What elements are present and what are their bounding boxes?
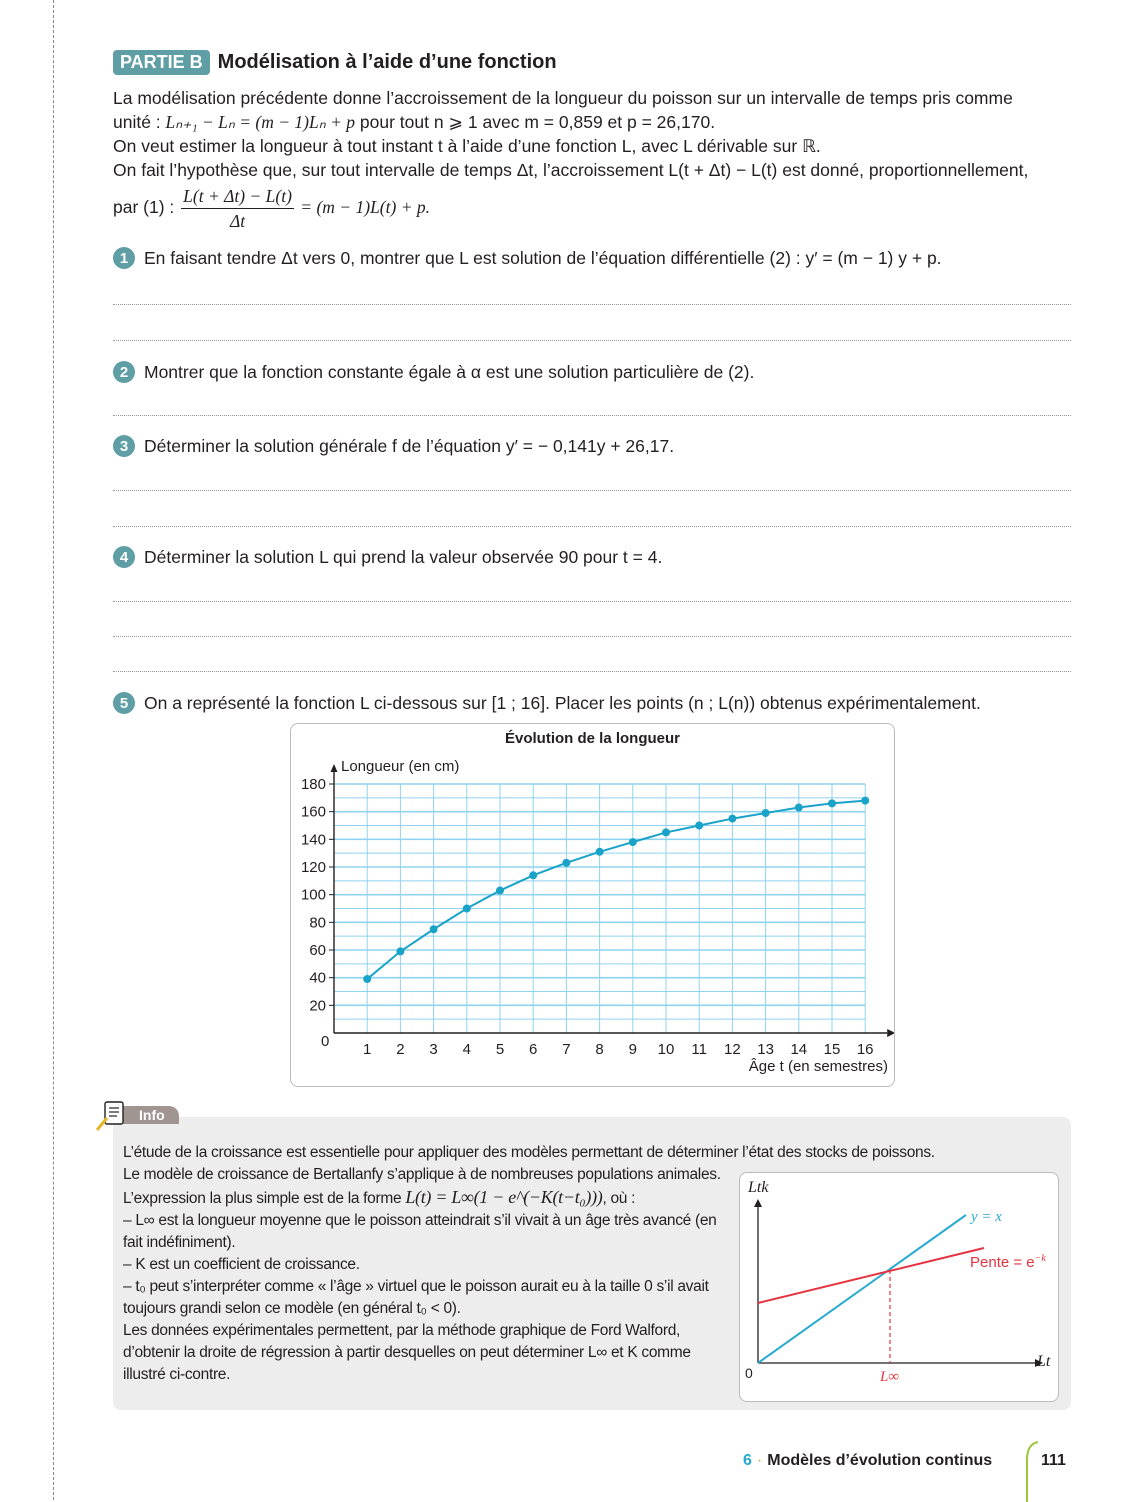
svg-text:160: 160 bbox=[300, 803, 326, 821]
intro-line-4: On fait l’hypothèse que, sur tout intervalle de temps Δt, l’accroissement L(t + Δt) − L(t) est donné, proportionnellement, bbox=[113, 160, 1029, 180]
intro-line-5 bbox=[113, 184, 1073, 233]
info-label: Info bbox=[113, 1106, 179, 1124]
intro-line-3: On veut estimer la longueur à tout instant t à l’aide d’une fonction L, avec L dérivable sur ℝ. bbox=[113, 136, 821, 156]
footer-separator: · bbox=[756, 1452, 763, 1469]
question-number-badge: 4 bbox=[113, 546, 135, 568]
info-tab bbox=[95, 1098, 179, 1132]
answer-line[interactable] bbox=[113, 601, 1071, 602]
info-box bbox=[113, 1117, 1071, 1410]
fw-y-axis-label: Ltk bbox=[748, 1179, 769, 1196]
chart-title: Évolution de la longueur bbox=[504, 730, 680, 747]
chart-plot bbox=[291, 724, 894, 1086]
info-p3 bbox=[123, 1186, 723, 1210]
fw-identity-label: y = x bbox=[971, 1209, 1002, 1225]
question-text: Déterminer la solution L qui prend la valeur observée 90 pour t = 4. bbox=[144, 546, 663, 567]
fraction-denominator: Δt bbox=[229, 211, 246, 231]
answer-line[interactable] bbox=[113, 671, 1071, 672]
svg-text:9: 9 bbox=[628, 1041, 637, 1058]
intro-line-2 bbox=[113, 110, 1073, 134]
fw-slope-text: Pente = e bbox=[970, 1254, 1035, 1271]
question-text: Montrer que la fonction constante égale à α est une solution particulière de (2). bbox=[144, 361, 755, 382]
ford-walford-plot bbox=[740, 1173, 1058, 1401]
y-axis-label: Longueur (en cm) bbox=[341, 758, 460, 775]
notebook-pencil-icon bbox=[95, 1098, 131, 1132]
svg-text:12: 12 bbox=[724, 1041, 741, 1058]
svg-text:8: 8 bbox=[595, 1041, 604, 1058]
footer-divider-curve bbox=[1024, 1440, 1040, 1502]
x-axis-label: Âge t (en semestres) bbox=[748, 1058, 888, 1075]
question-number-badge: 5 bbox=[113, 692, 135, 714]
info-p5: – K est un coefficient de croissance. bbox=[123, 1256, 360, 1273]
svg-text:7: 7 bbox=[562, 1041, 571, 1058]
page-number: 111 bbox=[1041, 1452, 1066, 1469]
svg-text:140: 140 bbox=[300, 831, 326, 849]
answer-line[interactable] bbox=[113, 490, 1071, 491]
fraction-numerator: L(t + Δt) − L(t) bbox=[181, 184, 294, 209]
info-p1: L’étude de la croissance est essentielle pour appliquer des modèles permettant de déterminer l’état des stocks de poissons. bbox=[123, 1144, 935, 1161]
question-text: En faisant tendre Δt vers 0, montrer que L est solution de l’équation différentielle (2) : y′ = (m − 1) y + p. bbox=[144, 247, 942, 268]
question-number-badge: 3 bbox=[113, 435, 135, 457]
fw-linf-label: L∞ bbox=[880, 1369, 900, 1385]
svg-text:15: 15 bbox=[823, 1041, 841, 1058]
section-title: Modélisation à l’aide d’une fonction bbox=[217, 51, 557, 73]
svg-text:180: 180 bbox=[300, 776, 326, 793]
info-p6: – t₀ peut s’interpréter comme « l’âge » virtuel que le poisson aurait eu à la taille 0 s’il avait toujours grandi selon ce modèle (en général t₀ < 0). bbox=[123, 1278, 709, 1317]
info-p2: Le modèle de croissance de Bertallanfy s’applique à de nombreuses populations animales. bbox=[123, 1166, 721, 1183]
info-p4: – L∞ est la longueur moyenne que le poisson atteindrait s’il vivait à un âge très avancé (en fait indéfiniment). bbox=[123, 1212, 717, 1251]
recurrence-formula: Lₙ₊₁ − Lₙ = (m − 1)Lₙ + p bbox=[165, 112, 356, 132]
svg-text:5: 5 bbox=[495, 1041, 505, 1058]
fw-slope-exponent: −k bbox=[1034, 1253, 1046, 1264]
svg-text:1: 1 bbox=[363, 1041, 372, 1058]
bertalanffy-formula: L(t) = L∞(1 − e^(−K(t−t₀))) bbox=[405, 1187, 603, 1207]
fw-x-axis-label: Lt bbox=[1037, 1353, 1051, 1370]
ford-walford-diagram bbox=[739, 1172, 1059, 1402]
svg-text:16: 16 bbox=[856, 1041, 874, 1058]
intro-text bbox=[113, 86, 1073, 233]
question-text: Déterminer la solution générale f de l’équation y′ = − 0,141y + 26,17. bbox=[144, 435, 675, 456]
svg-text:40: 40 bbox=[309, 969, 326, 987]
fw-origin-label: 0 bbox=[745, 1365, 753, 1381]
chapter-title: Modèles d’évolution continus bbox=[767, 1452, 993, 1469]
svg-text:80: 80 bbox=[309, 914, 326, 932]
question-1 bbox=[113, 247, 942, 269]
footer bbox=[743, 1452, 992, 1470]
svg-text:100: 100 bbox=[300, 886, 326, 904]
chapter-number: 6 bbox=[743, 1452, 752, 1469]
svg-text:4: 4 bbox=[462, 1041, 471, 1058]
section-header bbox=[113, 50, 557, 75]
answer-line[interactable] bbox=[113, 304, 1071, 305]
length-chart bbox=[290, 723, 895, 1087]
info-p3-post: , où : bbox=[602, 1190, 636, 1207]
svg-text:11: 11 bbox=[691, 1041, 707, 1058]
intro-line-5-post: = (m − 1)L(t) + p. bbox=[295, 197, 431, 218]
question-3 bbox=[113, 435, 674, 457]
answer-line[interactable] bbox=[113, 636, 1071, 637]
svg-text:13: 13 bbox=[757, 1041, 774, 1058]
intro-line-1: La modélisation précédente donne l’accroissement de la longueur du poisson sur un intervalle de temps pris comme bbox=[113, 88, 1013, 108]
answer-line[interactable] bbox=[113, 415, 1071, 416]
svg-text:14: 14 bbox=[790, 1041, 808, 1058]
svg-text:60: 60 bbox=[309, 942, 326, 959]
question-2 bbox=[113, 361, 754, 383]
svg-text:2: 2 bbox=[396, 1041, 405, 1058]
origin-label: 0 bbox=[321, 1033, 330, 1050]
fw-slope-label bbox=[970, 1253, 1046, 1271]
cut-line bbox=[53, 0, 54, 1500]
answer-line[interactable] bbox=[113, 340, 1071, 341]
svg-text:3: 3 bbox=[429, 1041, 438, 1058]
question-number-badge: 1 bbox=[113, 247, 135, 269]
svg-text:20: 20 bbox=[309, 997, 326, 1015]
intro-line-2-pre: unité : bbox=[113, 112, 166, 132]
svg-text:120: 120 bbox=[300, 859, 326, 876]
info-p3-pre: L’expression la plus simple est de la forme bbox=[123, 1190, 406, 1207]
answer-line[interactable] bbox=[113, 526, 1071, 527]
question-number-badge: 2 bbox=[113, 361, 135, 383]
question-4 bbox=[113, 546, 662, 568]
intro-line-2-post: pour tout n ⩾ 1 avec m = 0,859 et p = 26,170. bbox=[355, 112, 716, 132]
intro-line-5-pre: par (1) : bbox=[113, 197, 180, 218]
svg-text:10: 10 bbox=[657, 1041, 675, 1058]
question-5 bbox=[113, 692, 981, 714]
svg-text:6: 6 bbox=[529, 1041, 538, 1058]
question-text: On a représenté la fonction L ci-dessous sur [1 ; 16]. Placer les points (n ; L(n)) obtenus expérimentalement. bbox=[144, 692, 981, 713]
info-p7: Les données expérimentales permettent, par la méthode graphique de Ford Walford, d’obtenir la droite de régression à partir desquelles on peut déterminer L∞ et K comme illustré ci-contre. bbox=[123, 1322, 691, 1383]
fraction bbox=[181, 184, 294, 233]
partie-badge: PARTIE B bbox=[113, 50, 210, 75]
